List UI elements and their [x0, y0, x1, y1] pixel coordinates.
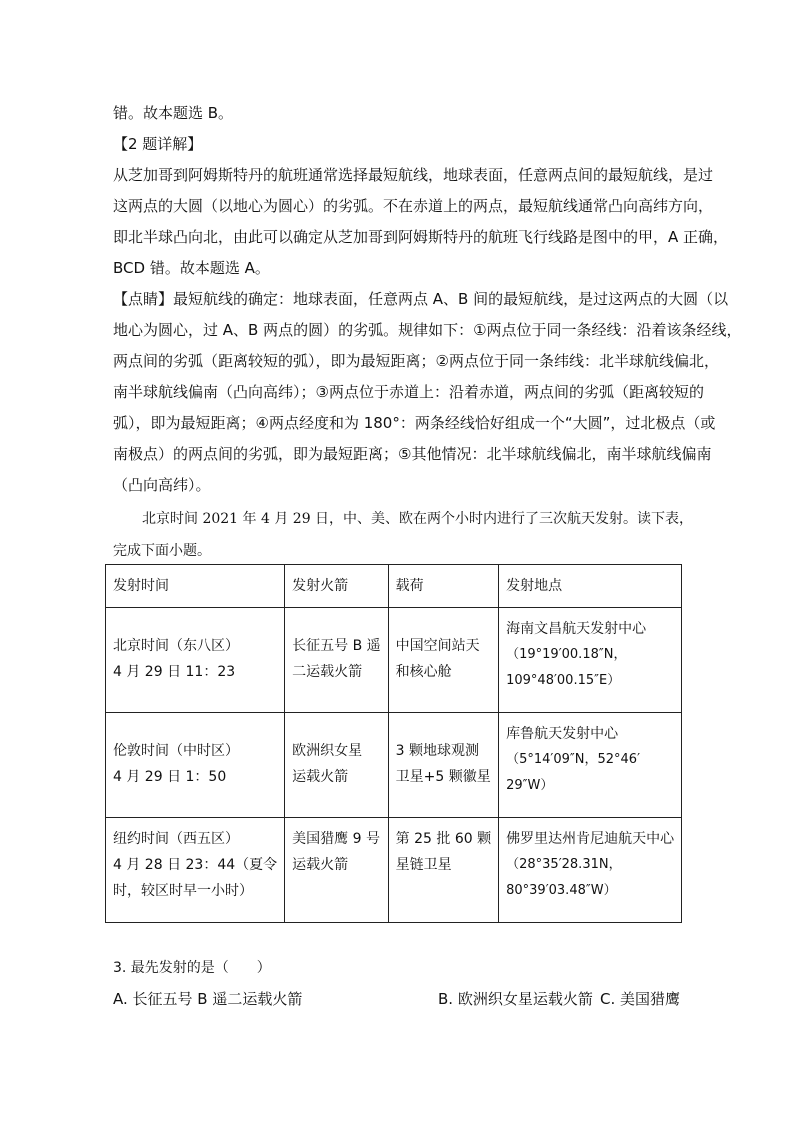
- tips-line: 【点睛】最短航线的确定：地球表面，任意两点 A、B 间的最短航线，是过这两点的大圆（以: [113, 290, 729, 308]
- header-launch-site: 发射地点: [499, 565, 682, 608]
- table-row: [106, 713, 682, 818]
- cell-rocket: 美国猎鹰 9 号 运载火箭: [285, 818, 389, 923]
- cell-launch-time: 伦敦时间（中时区） 4 月 29 日 1：50: [106, 713, 285, 818]
- cell-rocket: 欧洲织女星 运载火箭: [285, 713, 389, 818]
- material-intro-line: 北京时间 2021 年 4 月 29 日，中、美、欧在两个小时内进行了三次航天发射。读下表，: [142, 511, 694, 527]
- cell-payload: 第 25 批 60 颗 星链卫星: [388, 818, 498, 923]
- q2-explanation-line: 即北半球凸向北，由此可以确定从芝加哥到阿姆斯特丹的航班飞行线路是图中的甲，A 正确，: [113, 228, 729, 246]
- header-rocket: 发射火箭: [285, 565, 389, 608]
- launch-table: [105, 564, 682, 923]
- table-row: [106, 608, 682, 713]
- cell-launch-time: 北京时间（东八区） 4 月 29 日 11：23: [106, 608, 285, 713]
- q2-explanation-line: BCD 错。故本题选 A。: [113, 259, 270, 277]
- cell-launch-site: 佛罗里达州肯尼迪航天中心 （28°35′28.31N， 80°39′03.48″W）: [499, 818, 682, 923]
- tips-line: 两点间的劣弧（距离较短的弧），即为最短距离；②两点位于同一条纬线：北半球航线偏北，: [113, 352, 719, 370]
- material-intro-line: 完成下面小题。: [113, 543, 211, 559]
- question-stem: 3. 最先发射的是（ ）: [113, 960, 271, 976]
- q2-explanation-heading: 【2 题详解】: [113, 135, 203, 153]
- cell-rocket: 长征五号 B 遥 二运载火箭: [285, 608, 389, 713]
- q2-explanation-line: 从芝加哥到阿姆斯特丹的航班通常选择最短航线，地球表面，任意两点间的最短航线，是过: [113, 166, 714, 184]
- table-row: [106, 818, 682, 923]
- tips-line: 弧），即为最短距离；④两点经度和为 180°：两条经线恰好组成一个“大圆”，过北极点（或: [113, 414, 716, 432]
- answer-end-text: 错。故本题选 B。: [113, 104, 234, 122]
- option-b: B. 欧洲织女星运载火箭: [438, 990, 593, 1008]
- tips-line: 南极点）的两点间的劣弧，即为最短距离；⑤其他情况：北半球航线偏北，南半球航线偏南: [113, 445, 712, 463]
- header-launch-time: 发射时间: [106, 565, 285, 608]
- tips-line: 地心为圆心，过 A、B 两点的圆）的劣弧。规律如下：①两点位于同一条经线：沿着该条经线，: [113, 321, 742, 339]
- cell-launch-site: 海南文昌航天发射中心 （19°19′00.18″N， 109°48′00.15″E）: [499, 608, 682, 713]
- tips-line: 南半球航线偏南（凸向高纬）；③两点位于赤道上：沿着赤道，两点间的劣弧（距离较短的: [113, 383, 704, 401]
- header-payload: 载荷: [388, 565, 498, 608]
- cell-launch-site: 库鲁航天发射中心 （5°14′09″N，52°46′ 29″W）: [499, 713, 682, 818]
- option-a: A. 长征五号 B 遥二运载火箭: [113, 990, 303, 1008]
- cell-launch-time: 纽约时间（西五区） 4 月 28 日 23：44（夏令 时，较区时早一小时）: [106, 818, 285, 923]
- option-c: C. 美国猎鹰: [600, 990, 681, 1008]
- cell-payload: 3 颗地球观测 卫星+5 颗徽星: [388, 713, 498, 818]
- q2-explanation-line: 这两点的大圆（以地心为圆心）的劣弧。不在赤道上的两点，最短航线通常凸向高纬方向，: [113, 197, 714, 215]
- tips-line: （凸向高纬）。: [113, 476, 211, 494]
- table-header-row: [106, 565, 682, 608]
- cell-payload: 中国空间站天 和核心舱: [388, 608, 498, 713]
